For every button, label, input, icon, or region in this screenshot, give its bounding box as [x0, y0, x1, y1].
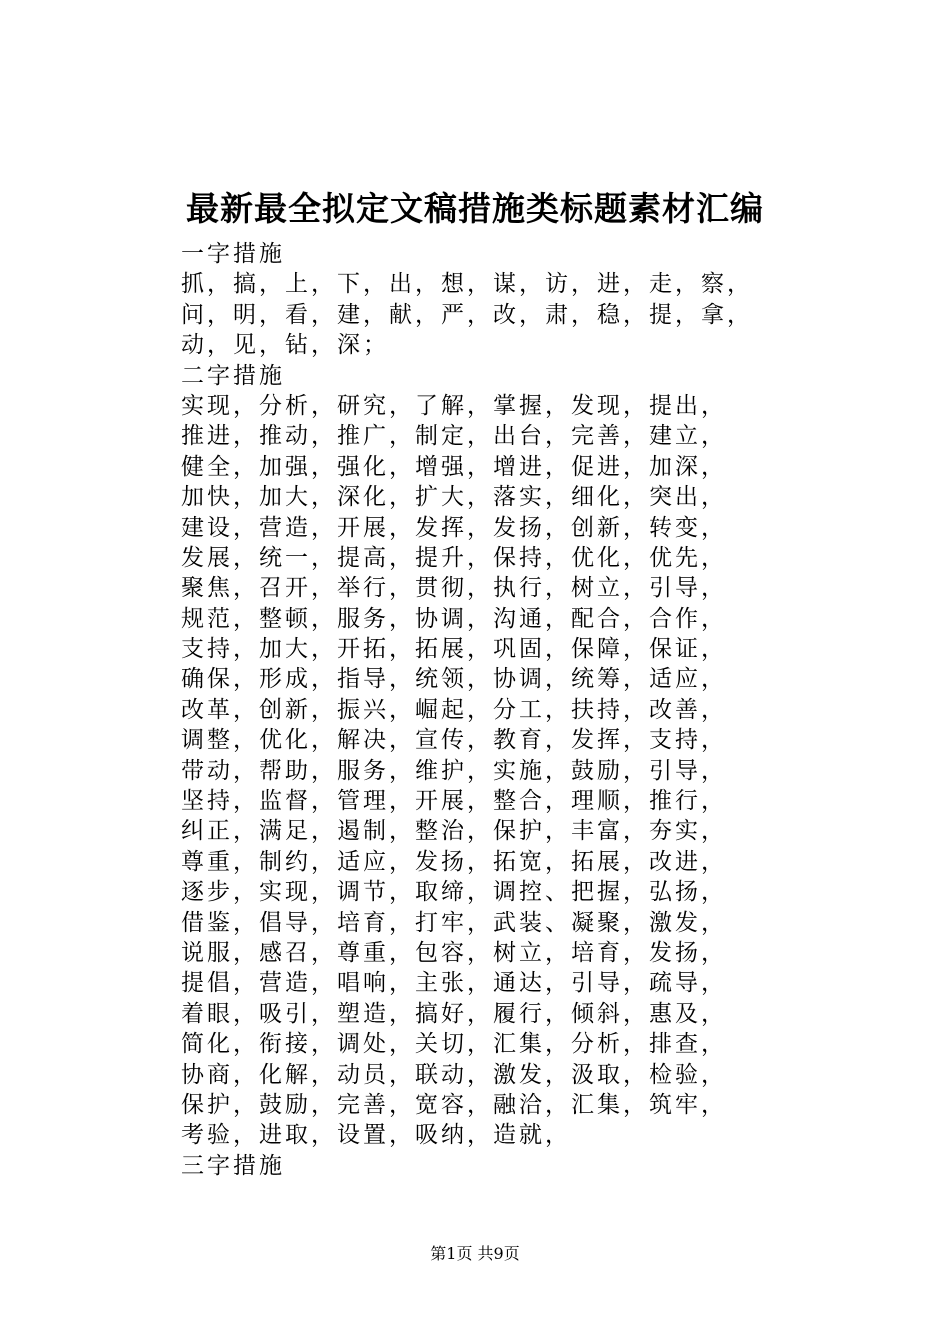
text-line: 简化，衔接，调处，关切，汇集，分析，排查， [181, 1031, 727, 1058]
text-line: 借鉴，倡导，培育，打牢，武装、凝聚，激发， [181, 909, 727, 936]
text-line: 推进，推动，推广，制定，出台，完善，建立， [181, 423, 727, 450]
text-line: 保护，鼓励，完善，宽容，融洽，汇集，筑牢， [181, 1091, 727, 1118]
text-line: 确保，形成，指导，统领，协调，统筹，适应， [181, 666, 727, 693]
text-line: 纠正，满足，遏制，整治，保护，丰富，夯实， [181, 818, 727, 845]
text-line: 实现，分析，研究，了解，掌握，发现，提出， [181, 392, 727, 419]
text-line: 改革，创新，振兴，崛起，分工，扶持，改善， [181, 696, 727, 723]
text-line: 发展，统一，提高，提升，保持，优化，优先， [181, 544, 727, 571]
text-line: 加快，加大，深化，扩大，落实，细化，突出， [181, 484, 727, 511]
text-line: 健全，加强，强化，增强，增进，促进，加深， [181, 453, 727, 480]
text-line: 协商，化解，动员，联动，激发，汲取，检验， [181, 1061, 727, 1088]
document-title: 最新最全拟定文稿措施类标题素材汇编 [186, 189, 764, 228]
text-line: 规范，整顿，服务，协调，沟通，配合，合作， [181, 605, 727, 632]
text-line: 一字措施 [181, 241, 285, 267]
text-line: 着眼，吸引，塑造，搞好，履行，倾斜，惠及， [181, 1000, 727, 1027]
text-line: 逐步，实现，调节，取缔，调控、把握，弘扬， [181, 879, 727, 906]
text-line: 考验，进取，设置，吸纳，造就， [181, 1122, 571, 1149]
text-line: 聚焦，召开，举行，贯彻，执行，树立，引导， [181, 575, 727, 602]
document-body [181, 239, 781, 1181]
text-line: 支持，加大，开拓，拓展，巩固，保障，保证， [181, 636, 727, 663]
text-line: 尊重，制约，适应，发扬，拓宽，拓展，改进， [181, 848, 727, 875]
text-line: 提倡，营造，唱响，主张，通达，引导，疏导， [181, 970, 727, 997]
text-line: 抓，搞，上，下，出，想，谋，访，进，走，察， [181, 271, 753, 298]
text-line: 调整，优化，解决，宣传，教育，发挥，支持， [181, 727, 727, 754]
text-line: 二字措施 [181, 362, 285, 389]
text-line: 坚持，监督，管理，开展，整合，理顺，推行， [181, 788, 727, 815]
text-line: 动，见，钻，深； [181, 332, 389, 359]
text-line: 三字措施 [181, 1152, 285, 1179]
text-line: 说服，感召，尊重，包容，树立，培育，发扬， [181, 939, 727, 966]
text-line: 带动，帮助，服务，维护，实施，鼓励，引导， [181, 757, 727, 784]
text-line: 建设，营造，开展，发挥，发扬，创新，转变， [181, 514, 727, 541]
text-line: 问，明，看，建，献，严，改，肃，稳，提，拿， [181, 301, 753, 328]
page-footer: 第1页 共9页 [430, 1244, 520, 1263]
